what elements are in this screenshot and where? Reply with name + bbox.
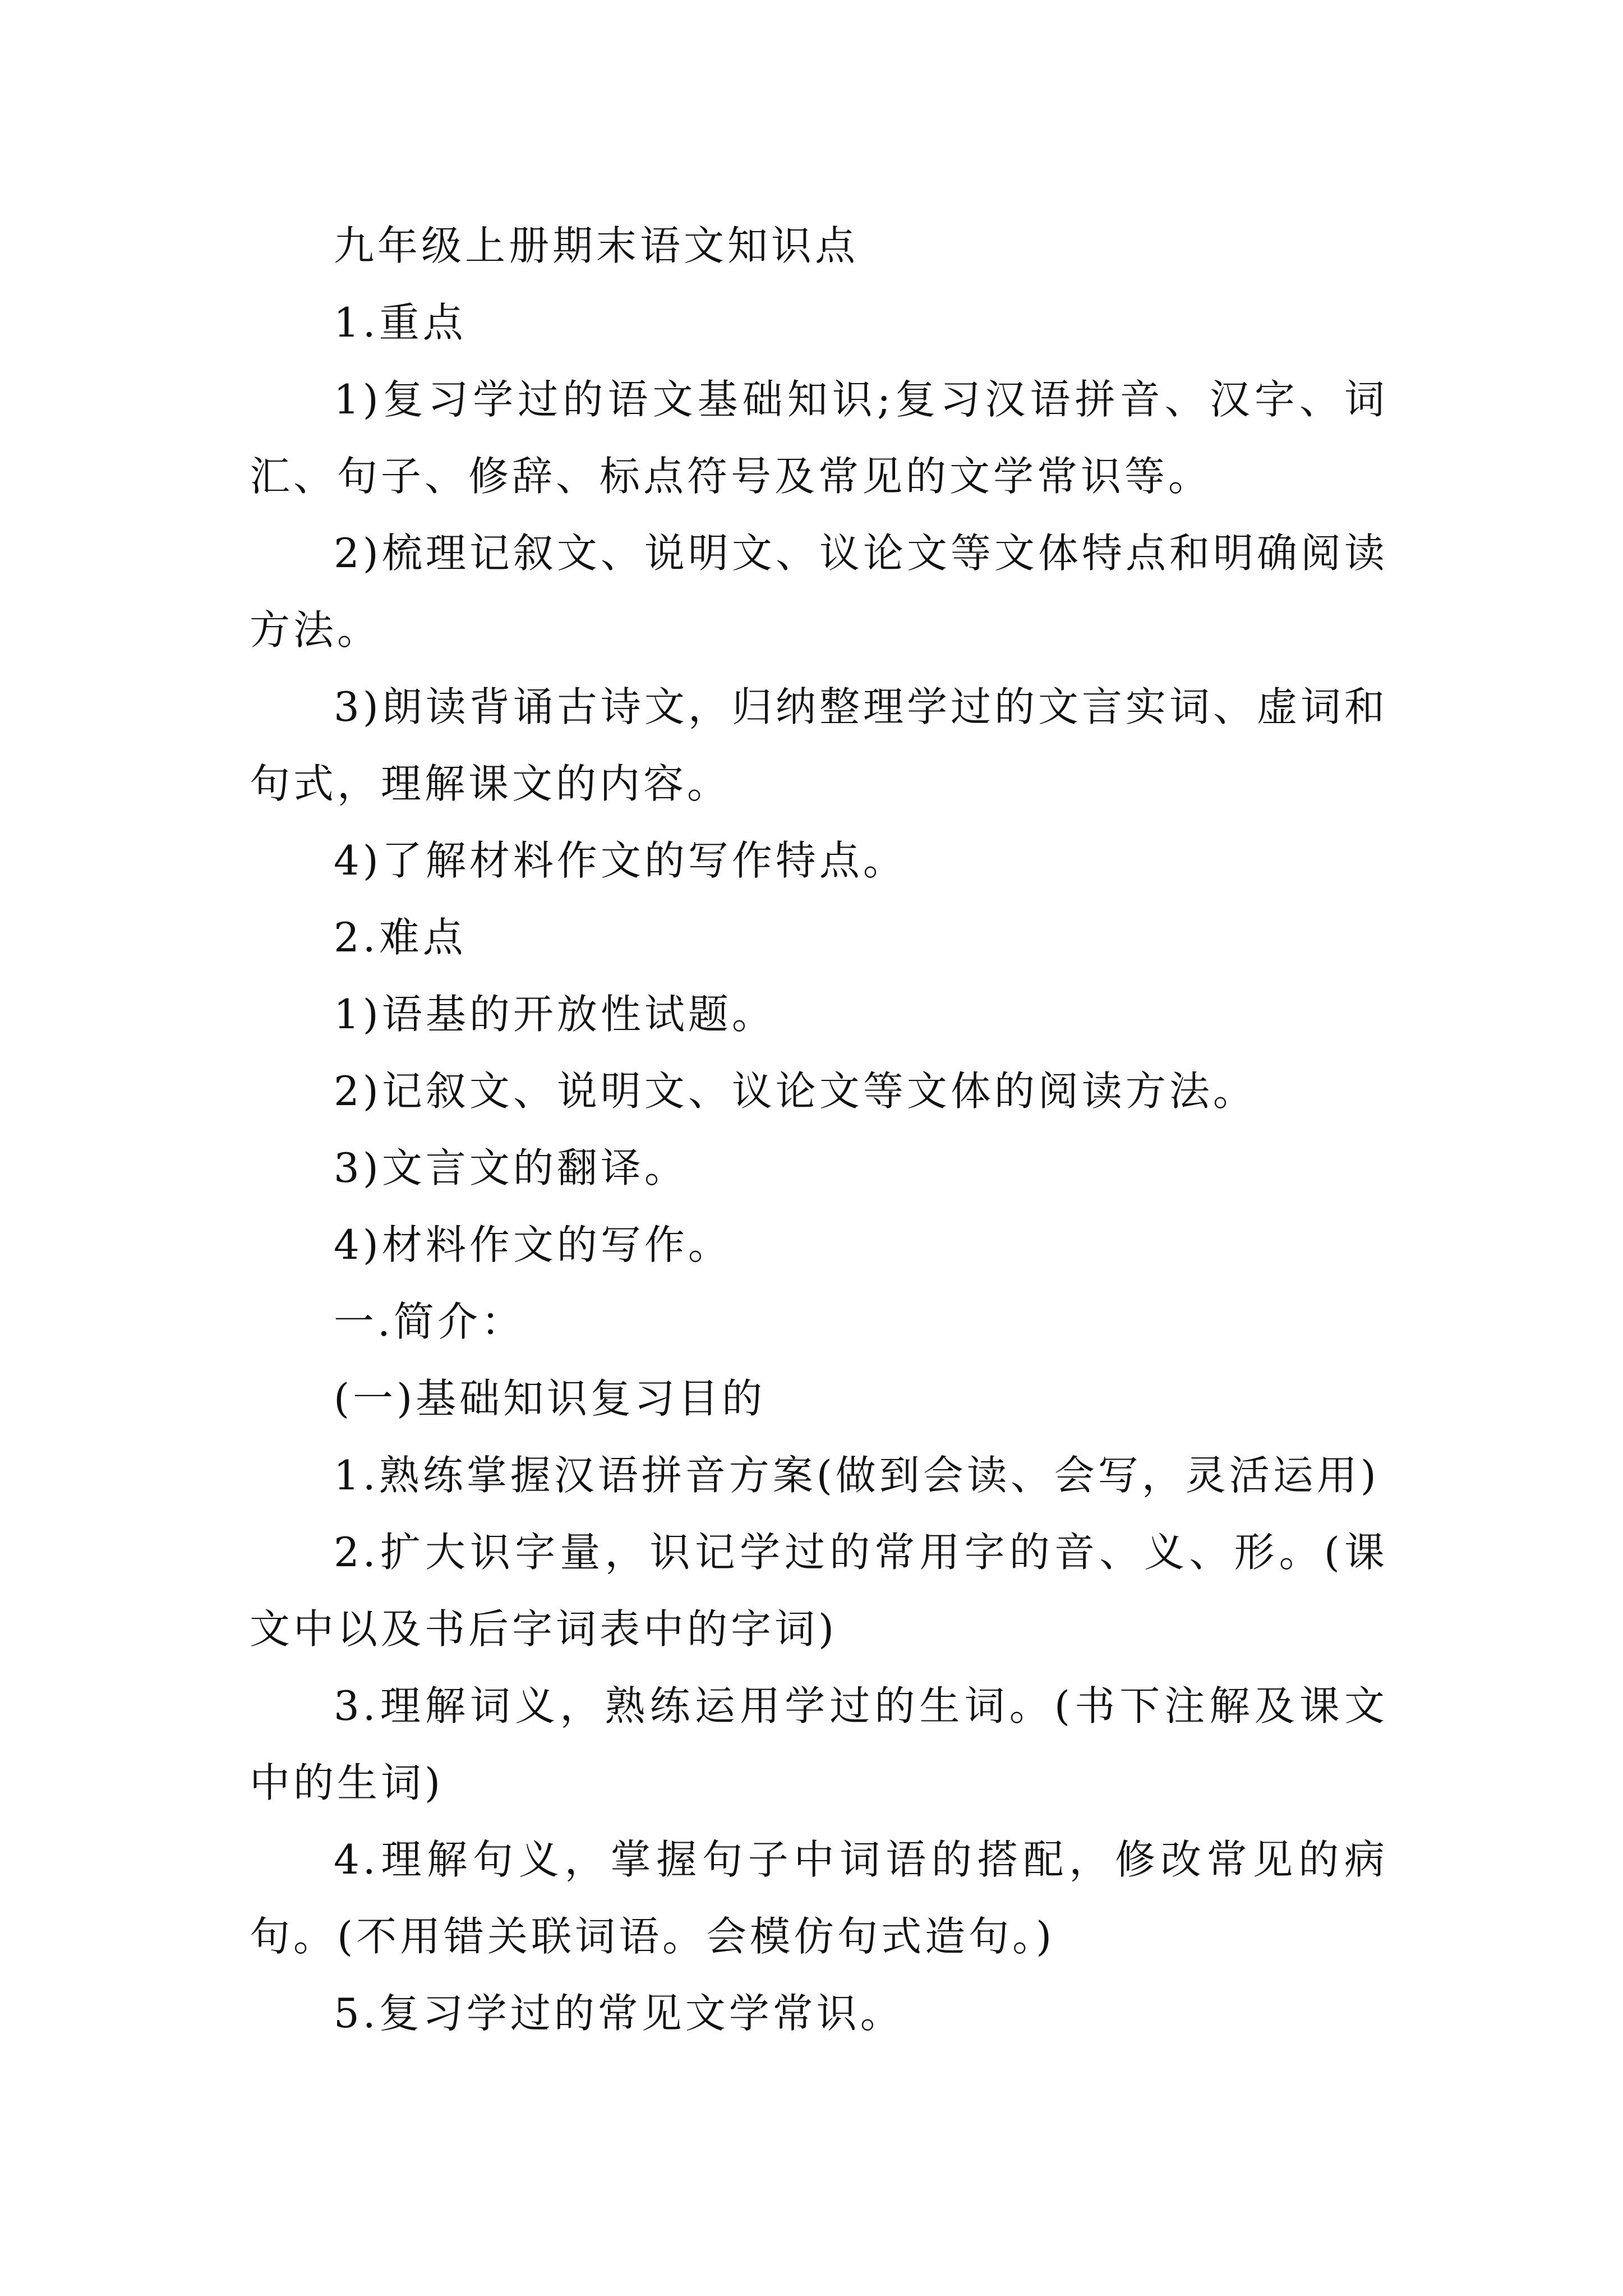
document-title: 九年级上册期末语文知识点 [334,222,859,269]
section-heading-key-points: 1.重点 [334,299,467,346]
paragraph: 4)材料作文的写作。 [334,1221,732,1268]
paragraph: 3)文言文的翻译。 [334,1144,688,1191]
paragraph: 1)复习学过的语文基础知识;复习汉语拼音、汉字、词汇、句子、修辞、标点符号及常见的文学常识等。 [250,376,1388,500]
paragraph: 2.扩大识字量，识记学过的常用字的音、义、形。(课文中以及书后字词表中的字词) [250,1529,1388,1653]
paragraph: 2)记叙文、说明文、议论文等文体的阅读方法。 [334,1068,1257,1115]
paragraph: 1.熟练掌握汉语拼音方案(做到会读、会写，灵活运用) [334,1452,1380,1499]
paragraph: 3)朗读背诵古诗文，归纳整理学过的文言实词、虚词和句式，理解课文的内容。 [250,683,1388,807]
paragraph: 4.理解句义，掌握句子中词语的搭配，修改常见的病句。(不用错关联词语。会模仿句式造句。) [250,1836,1388,1960]
section-heading-intro: 一.简介： [334,1298,525,1345]
subsection-heading: (一)基础知识复习目的 [334,1375,766,1422]
paragraph: 2)梳理记叙文、说明文、议论文等文体特点和明确阅读方法。 [250,530,1388,654]
document-body [250,208,1388,2052]
section-heading-difficulties: 2.难点 [334,914,467,961]
paragraph: 1)语基的开放性试题。 [334,991,776,1038]
paragraph: 4)了解材料作文的写作特点。 [334,837,907,884]
paragraph: 5.复习学过的常见文学常识。 [334,1990,904,2037]
paragraph: 3.理解词义，熟练运用学过的生词。(书下注解及课文中的生词) [250,1682,1388,1806]
